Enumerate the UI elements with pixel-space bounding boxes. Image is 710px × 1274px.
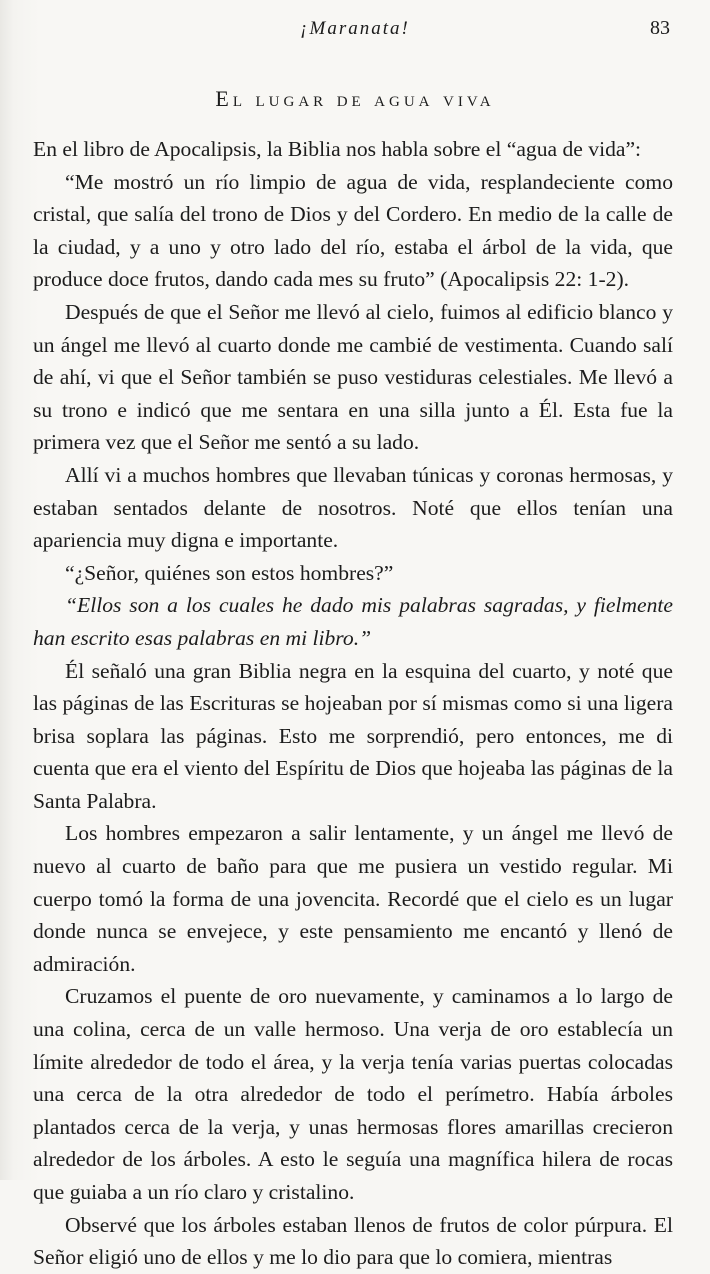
paragraph-lord-reply: “Ellos son a los cuales he dado mis palabras sagradas, y fielmente han escrito esas palabras en mi libro.” bbox=[33, 593, 673, 650]
paragraph-question: “¿Señor, quiénes son estos hombres?” bbox=[65, 560, 394, 585]
paragraph: Cruzamos el puente de oro nuevamente, y caminamos a lo largo de una colina, cerca de un valle hermoso. Una verja de oro establecía un límite alrededor de todo el área, y la verja tenía varias puertas colocadas una cerca de la otra alrededor de todo el perímetro. Había árboles plantados cerca de la verja, y unas hermosas flores amarillas crecieron alrededor de los árboles. A esto le seguía una magnífica hilera de rocas que guiaba a un río claro y cristalino. bbox=[33, 984, 673, 1204]
body-text bbox=[33, 133, 673, 1274]
page-number: 83 bbox=[650, 17, 670, 39]
running-header bbox=[0, 15, 710, 45]
paragraph: Observé que los árboles estaban llenos de frutos de color púrpura. El Señor eligió uno de ellos y me lo dio para que lo comiera, mientras bbox=[33, 1212, 673, 1270]
paragraph: Los hombres empezaron a salir lentamente, y un ángel me llevó de nuevo al cuarto de baño para que me pusiera un vestido regular. Mi cuerpo tomó la forma de una jovencita. Recordé que el cielo es un lugar donde nunca se envejece, y este pensamiento me encantó y llenó de admiración. bbox=[33, 821, 673, 976]
paragraph-intro: En el libro de Apocalipsis, la Biblia nos habla sobre el “agua de vida”: bbox=[33, 137, 642, 161]
paragraph: Después de que el Señor me llevó al cielo, fuimos al edificio blanco y un ángel me llevó al cuarto donde me cambié de vestimenta. Cuando salí de ahí, vi que el Señor también se puso vestiduras celestiales. Me llevó a su trono e indicó que me sentara en una silla junto a Él. Esta fue la primera vez que el Señor me sentó a su lado. bbox=[33, 299, 673, 455]
running-title: ¡Maranata! bbox=[300, 18, 410, 39]
paragraph: Él señaló una gran Biblia negra en la esquina del cuarto, y noté que las páginas de las Escrituras se hojeaban por sí mismas como si una ligera brisa soplara las páginas. Esto me sorprendió, pero entonces, me di cuenta que era el viento del Espíritu de Dios que hojeaba las páginas de la Santa Palabra. bbox=[33, 658, 673, 813]
paragraph: Allí vi a muchos hombres que llevaban túnicas y coronas hermosas, y estaban sentados delante de nosotros. Noté que ellos tenían una apariencia muy digna e importante. bbox=[33, 462, 673, 553]
section-title: El lugar de agua viva bbox=[215, 86, 495, 111]
paragraph-scripture-quote: “Me mostró un río limpio de agua de vida, resplandeciente como cristal, que salía del trono de Dios y del Cordero. En medio de la calle de la ciudad, y a uno y otro lado del río, estaba el árbol de la vida, que produce doce frutos, dando cada mes su fruto” (Apocalipsis 22: 1-2). bbox=[33, 169, 673, 292]
